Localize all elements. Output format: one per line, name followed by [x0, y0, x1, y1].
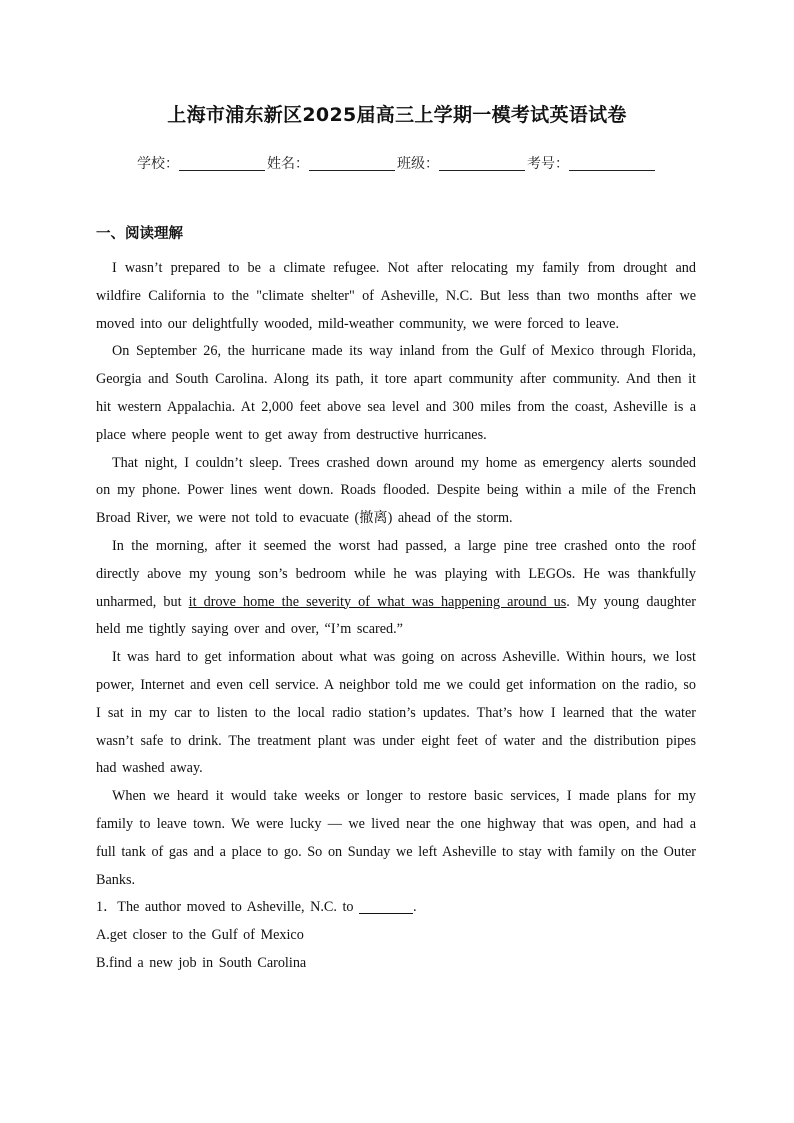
page-title: 上海市浦东新区2025届高三上学期一模考试英语试卷 — [167, 104, 627, 126]
school-label: 学校： — [137, 156, 179, 172]
paragraph-6: When we heard it would take weeks or longer to restore basic services, I made plans for my family to leave town. We were lucky — we lived near the one highway that was open, and had a full tank of gas and a place to go. So on Sunday we left Asheville to stay with family on the Outer Banks. — [96, 788, 696, 888]
school-blank[interactable] — [179, 156, 265, 171]
paragraph-4 — [96, 533, 696, 644]
option-b[interactable]: B.find a new job in South Carolina — [96, 954, 307, 971]
underlined-phrase: it drove home the severity of what was happening around us — [188, 593, 567, 610]
exam-number-blank[interactable] — [569, 156, 655, 171]
paragraph-1: I wasn’t prepared to be a climate refugee. Not after relocating my family from drought and wildfire California to the "climate shelter" of Asheville, N.C. But less than two months after we moved into our delightfully wooded, mild-weather community, we were forced to leave. — [96, 260, 696, 332]
question-1-stem: 1．The author moved to Asheville, N.C. to — [96, 899, 360, 916]
paragraph-5: It was hard to get information about what was going on across Asheville. Within hours, we lost power, Internet and even cell service. A neighbor told me we could get information on the radio, so I sat in my car to listen to the local radio station’s updates. That’s how I learned that the water wasn’t safe to drink. The treatment plant was under eight feet of water and the distribution pipes had washed away. — [96, 649, 696, 777]
class-blank[interactable] — [439, 156, 525, 171]
answer-blank[interactable] — [359, 899, 413, 914]
paragraph-3: That night, I couldn’t sleep. Trees crashed down around my home as emergency alerts sounded on my phone. Power lines went down. Roads flooded. Despite being within a mile of the French Broad River, we were not told to evacuate (撤离) ahead of the storm. — [96, 454, 696, 527]
class-label: 班级： — [397, 156, 439, 172]
question-1 — [96, 894, 696, 922]
paragraph-4-text-end: . My young daughter held me tightly saying over and over, “I’m scared.” — [96, 593, 696, 638]
option-a[interactable]: A.get closer to the Gulf of Mexico — [96, 927, 304, 944]
paragraph-2: On September 26, the hurricane made its way inland from the Gulf of Mexico through Florida, Georgia and South Carolina. Along its path, it tore apart community after community. And then it hit western Appalachia. At 2,000 feet above sea level and 300 miles from the coast, Asheville is a place where people went to get away from destructive hurricanes. — [96, 343, 696, 443]
section-heading: 一、阅读理解 — [96, 226, 183, 242]
name-blank[interactable] — [309, 156, 395, 171]
question-1-end: . — [413, 899, 417, 916]
student-info-row — [0, 153, 794, 173]
exam-number-label: 考号： — [527, 156, 569, 172]
reading-passage — [96, 255, 696, 978]
paragraph-4-text: In the morning, after it seemed the worst had passed, a large pine tree crashed onto the roof directly above my young son’s bedroom while he was playing with LEGOs. He was thankfully unharmed, but — [96, 537, 696, 610]
name-label: 姓名： — [267, 156, 309, 172]
